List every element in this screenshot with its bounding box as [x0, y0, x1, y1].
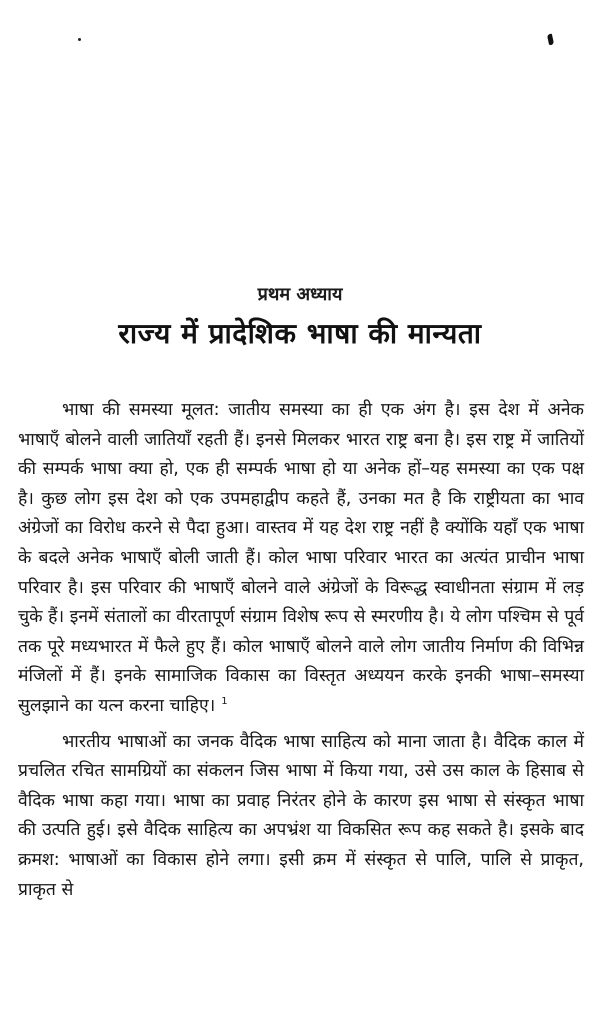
chapter-title: राज्य में प्रादेशिक भाषा की मान्यता: [118, 317, 482, 350]
paragraph-text: भाषा की समस्या मूलत: जातीय समस्या का ही एक अंग है। इस देश में अनेक भाषाएँ बोलने वाली जातियाँ रहती हैं। इनसे मिलकर भारत राष्ट्र बना है। इस राष्ट्र में जातियों की सम्पर्क भाषा क्या हो, एक ही सम्पर्क भाषा हो या अनेक हों–यह समस्या का एक पक्ष है। कुछ लोग इस देश को एक उपमहाद्वीप कहते हैं, उनका मत है कि राष्ट्रीयता का भाव अंग्रेजों का विरोध करने से पैदा हुआ। वास्तव में यह देश राष्ट्र नहीं है क्योंकि यहाँ एक भाषा के बदले अनेक भाषाएँ बोली जाती हैं। कोल भाषा परिवार भारत का अत्यंत प्राचीन भाषा परिवार है। इस परिवार की भाषाएँ बोलने वाले अंग्रेजों के विरूद्ध स्वाधीनता संग्राम में लड़ चुके हैं। इनमें संतालों का वीरतापूर्ण संग्राम विशेष रूप से स्मरणीय है। ये लोग पश्चिम से पूर्व तक पूरे मध्यभारत में फैले हुए हैं। कोल भाषाएँ बोलने वाले लोग जातीय निर्माण की विभिन्न मंजिलों में हैं। इनके सामाजिक विकास का विस्तृत अध्ययन करके इनकी भाषा–समस्या सुलझाने का यत्न करना चाहिए।: [18, 400, 584, 716]
paragraph-text: भारतीय भाषाओं का जनक वैदिक भाषा साहित्य को माना जाता है। वैदिक काल में प्रचलित रचित सामग्रियों का संकलन जिस भाषा में किया गया, उसे उस काल के हिसाब से वैदिक भाषा कहा गया। भाषा का प्रवाह निरंतर होने के कारण इस भाषा से संस्कृत भाषा की उत्पति हुई। इसे वैदिक साहित्य का अपभ्रंश या विकसित रूप कह सकते है। इसके बाद क्रमश: भाषाओं का विकास होने लगा। इसी क्रम में संस्कृत से पालि, पालि से प्राकृत, प्राकृत से: [18, 731, 584, 900]
body-text: [18, 396, 584, 905]
scan-mark: [547, 34, 554, 46]
chapter-label: प्रथम अध्याय: [257, 284, 343, 305]
footnote-reference: 1: [221, 696, 228, 708]
scan-speck: [78, 38, 81, 41]
paragraph: [18, 396, 584, 722]
paragraph: [18, 728, 584, 906]
